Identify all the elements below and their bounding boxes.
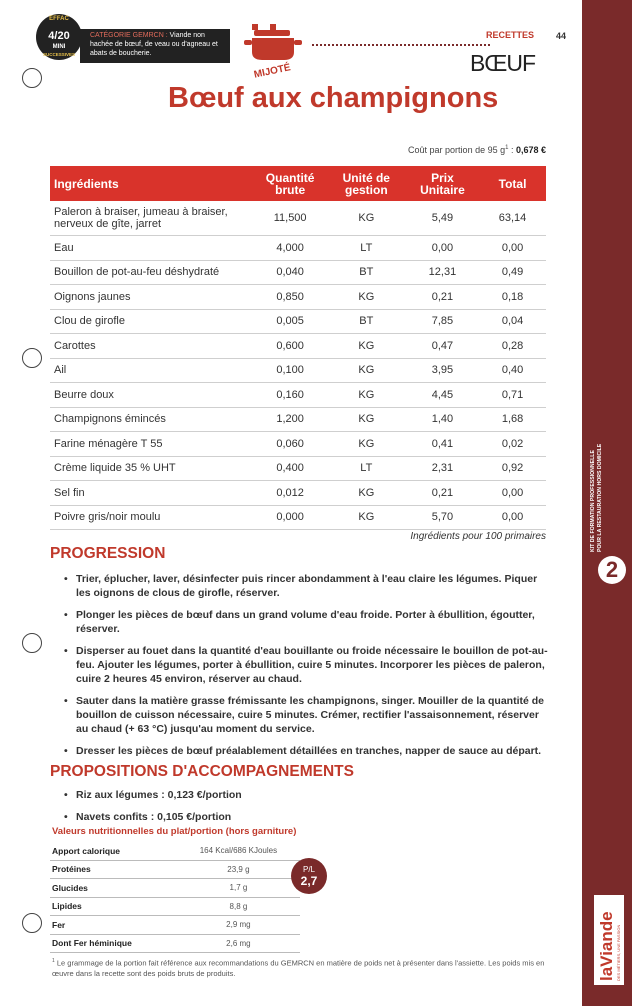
nutrient-name: Fer [50,916,177,935]
nutrient-name: Protéines [50,860,177,879]
pl-ratio-badge: P/L 2,7 [291,858,327,894]
unit-cell: KG [327,334,406,359]
table-row [50,407,546,432]
table-row [50,236,546,261]
quantity-cell: 0,850 [253,285,326,310]
quantity-cell: 0,100 [253,358,326,383]
table-row [50,383,546,408]
quantity-cell: 1,200 [253,407,326,432]
unit-cell: KG [327,481,406,506]
quantity-cell: 11,500 [253,201,326,236]
price-cell: 3,95 [406,358,479,383]
table-row [50,358,546,383]
nutrient-value: 23,9 g [177,860,300,879]
nutrition-row [50,860,300,879]
accompaniment-item: • Navets confits : 0,105 €/portion [64,810,550,824]
meat-category: BŒUF [470,50,535,76]
unit-cell: LT [327,456,406,481]
nutrition-title: Valeurs nutritionnelles du plat/portion (hors garniture) [52,826,297,837]
kit-label: KIT DE FORMATION PROFESSIONNELLE POUR LA RESTAURATION HORS DOMICILE 2 [588,410,628,600]
accompaniments-title: PROPOSITIONS D'ACCOMPAGNEMENTS [50,763,354,780]
quantity-cell: 0,160 [253,383,326,408]
unit-cell: KG [327,407,406,432]
ingredients-table [50,166,546,530]
quantity-cell: 0,005 [253,309,326,334]
unit-cell: KG [327,285,406,310]
header-divider [312,44,490,46]
nutrient-value: 2,9 mg [177,916,300,935]
price-cell: 2,31 [406,456,479,481]
unit-cell: BT [327,309,406,334]
quantity-cell: 0,400 [253,456,326,481]
footnote: $^1$ Le grammage de la portion fait référence aux recommandations du GEMRCN en matière de poids net à présenter dans l'assiette. Les poids mis en œuvre dans la recette sont des poids bruts de produits. [52,958,545,978]
progression-step: • Dresser les pièces de bœuf préalablement détaillées en tranches, napper de sauce au départ. [64,744,550,758]
ingredient-name: Bouillon de pot-au-feu déshydraté [50,260,253,285]
ingredient-name: Carottes [50,334,253,359]
col-header: Quantité brute [253,166,326,201]
table-row [50,309,546,334]
total-cell: 1,68 [479,407,546,432]
binder-hole [22,913,42,933]
price-cell: 5,70 [406,505,479,530]
progression-step: • Disperser au fouet dans la quantité d'eau bouillante ou froide nécessaire le bouillon de pot-au-feu. Ajouter les légumes, porter à ébullition, cuire 5 minutes. Incorporer les pièces de paleron, cuire 2 heures 45 environ, réserver au chaud. [64,644,550,686]
ingredient-name: Paleron à braiser, jumeau à braiser, nerveux de gîte, jarret [50,201,253,236]
table-row [50,505,546,530]
nutrition-row [50,897,300,916]
quantity-cell: 0,040 [253,260,326,285]
quantity-cell: 0,060 [253,432,326,457]
price-cell: 0,21 [406,481,479,506]
price-cell: 0,21 [406,285,479,310]
quantity-cell: 4,000 [253,236,326,261]
progression-step: • Trier, éplucher, laver, désinfecter puis rincer abondamment à l'eau claire les légumes. Piquer les oignons de clous de girofle, réserver. [64,572,550,600]
table-header-row [50,166,546,201]
table-row [50,285,546,310]
total-cell: 0,18 [479,285,546,310]
binder-hole [22,68,42,88]
total-cell: 0,71 [479,383,546,408]
total-cell: 0,92 [479,456,546,481]
unit-cell: KG [327,432,406,457]
progression-steps [64,572,550,766]
price-cell: 0,41 [406,432,479,457]
ingredient-name: Champignons émincés [50,407,253,432]
table-row [50,260,546,285]
price-cell: 0,00 [406,236,479,261]
gemrcn-category: CATÉGORIE GEMRCN : Viande non hachée de bœuf, de veau ou d'agneau et abats de boucherie. [80,29,230,63]
section-label: RECETTES [486,30,535,40]
ingredient-name: Poivre gris/noir moulu [50,505,253,530]
ingredient-name: Ail [50,358,253,383]
price-cell: 0,47 [406,334,479,359]
nutrient-value: 164 Kcal/686 KJoules [177,842,300,860]
total-cell: 0,00 [479,505,546,530]
price-cell: 12,31 [406,260,479,285]
portion-cost: Coût par portion de 95 $g^1$ : 0,678 € [408,145,546,155]
page-number: 44 [556,31,567,41]
ingredients-footer: Ingrédients pour 100 primaires [410,531,546,542]
table-row [50,201,546,236]
col-header: Prix Unitaire [406,166,479,201]
svg-text:MIJOTÉ: MIJOTÉ [252,62,292,78]
unit-cell: BT [327,260,406,285]
nutrient-value: 1,7 g [177,879,300,898]
nutrient-name: Glucides [50,879,177,898]
unit-cell: KG [327,358,406,383]
total-cell: 0,28 [479,334,546,359]
nutrition-row [50,879,300,898]
price-cell: 1,40 [406,407,479,432]
unit-cell: LT [327,236,406,261]
progression-step: • Sauter dans la matière grasse frémissante les champignons, singer. Mouiller de la quantité de bouillon de cuisson nécessaire, cuire 5 minutes. Crémer, rectifier l'assaisonnement, réserver au chaud (+ 63 °C) jusqu'au moment du service. [64,694,550,736]
accompaniment-item: • Riz aux légumes : 0,123 €/portion [64,788,550,802]
total-cell: 0,40 [479,358,546,383]
total-cell: 0,49 [479,260,546,285]
total-cell: 0,00 [479,481,546,506]
col-header: Total [479,166,546,201]
ingredient-name: Eau [50,236,253,261]
col-header: Ingrédients [50,166,253,201]
ingredient-name: Crème liquide 35 % UHT [50,456,253,481]
quantity-cell: 0,000 [253,505,326,530]
total-cell: 0,00 [479,236,546,261]
quantity-cell: 0,600 [253,334,326,359]
pot-icon [238,18,306,78]
nutrient-value: 2,6 mg [177,934,300,953]
ingredient-name: Beurre doux [50,383,253,408]
ingredient-name: Oignons jaunes [50,285,253,310]
price-cell: 4,45 [406,383,479,408]
nutrient-name: Dont Fer héminique [50,934,177,953]
table-row [50,432,546,457]
nutrient-value: 8,8 g [177,897,300,916]
table-row [50,334,546,359]
total-cell: 63,14 [479,201,546,236]
nutrient-name: Lipides [50,897,177,916]
table-row [50,481,546,506]
unit-cell: KG [327,505,406,530]
price-cell: 7,85 [406,309,479,334]
table-row [50,456,546,481]
nutrition-row [50,934,300,953]
ingredient-name: Clou de girofle [50,309,253,334]
unit-cell: KG [327,383,406,408]
total-cell: 0,04 [479,309,546,334]
ingredient-name: Farine ménagère T 55 [50,432,253,457]
ingredient-name: Sel fin [50,481,253,506]
nutrition-table [50,842,300,953]
nutrient-name: Apport calorique [50,842,177,860]
progression-title: PROGRESSION [50,545,166,562]
unit-cell: KG [327,201,406,236]
price-cell: 5,49 [406,201,479,236]
kit-number: 2 [598,556,626,584]
nutrition-row [50,916,300,935]
binder-hole [22,348,42,368]
binder-hole [22,633,42,653]
nutrition-row [50,842,300,860]
progression-step: • Plonger les pièces de bœuf dans un grand volume d'eau froide. Porter à ébullition, égoutter, réserver. [64,608,550,636]
col-header: Unité de gestion [327,166,406,201]
total-cell: 0,02 [479,432,546,457]
band-title [596,30,620,330]
recipe-title: Bœuf aux champignons [168,82,499,114]
la-viande-logo: laViande DES MÉTIERS, UNE PASSION [594,895,624,985]
quantity-cell: 0,012 [253,481,326,506]
frequency-badge: EFFAC 4/20 MINI SUCCESSIVES [36,14,82,60]
